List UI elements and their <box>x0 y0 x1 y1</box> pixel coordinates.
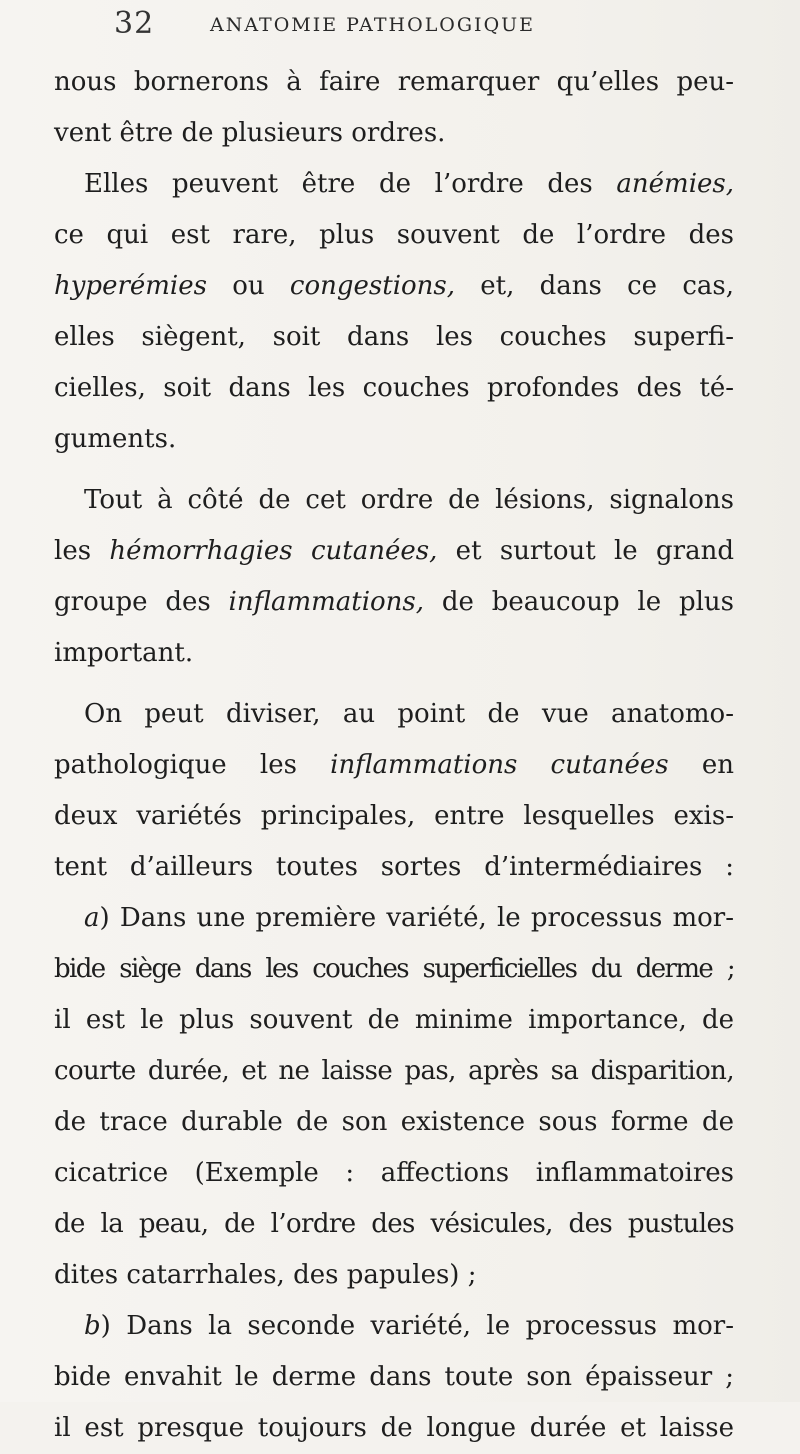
text-line: dites catarrhales, des papules) ; <box>54 1260 477 1290</box>
text-line: important. <box>54 638 194 668</box>
text-line: a) Dans une première variété, le processus mor- <box>84 903 734 933</box>
text-line: courte durée, et ne laisse pas, après sa disparition, <box>54 1056 734 1086</box>
text-line: nous bornerons à faire remarquer qu’elles peu- <box>54 67 734 97</box>
text-line: les hémorrhagies cutanées, et surtout le grand <box>54 536 734 566</box>
text-line: de la peau, de l’ordre des vésicules, des pustules <box>54 1209 734 1239</box>
text-line: Tout à côté de cet ordre de lésions, signalons <box>84 485 734 515</box>
text-line: elles siègent, soit dans les couches superfi- <box>54 322 734 352</box>
text-line: ce qui est rare, plus souvent de l’ordre des <box>54 220 734 250</box>
text-line: On peut diviser, au point de vue anatomo- <box>84 699 734 729</box>
text-line: groupe des inflammations, de beaucoup le plus <box>54 587 735 617</box>
text-line: cicatrice (Exemple : affections inflammatoires <box>54 1158 734 1188</box>
body-text <box>54 57 734 1454</box>
text-line: Elles peuvent être de l’ordre des anémies, <box>84 169 735 199</box>
text-line: vent être de plusieurs ordres. <box>54 118 446 148</box>
text-line: il est presque toujours de longue durée et laisse <box>54 1413 734 1443</box>
running-head: ANATOMIE PATHOLOGIQUE <box>210 14 536 36</box>
text-line: il est le plus souvent de minime importance, de <box>54 1005 734 1035</box>
text-line: cielles, soit dans les couches profondes des té- <box>54 373 734 403</box>
text-line: guments. <box>54 424 177 454</box>
text-line: deux variétés principales, entre lesquelles exis- <box>54 801 734 831</box>
page-number: 32 <box>114 6 155 41</box>
text-line: hyperémies ou congestions, et, dans ce cas, <box>54 271 734 301</box>
text-line: bide envahit le derme dans toute son épaisseur ; <box>54 1362 734 1392</box>
text-line: b) Dans la seconde variété, le processus mor- <box>84 1311 734 1341</box>
text-line: pathologique les inflammations cutanées en <box>54 750 734 780</box>
text-line: de trace durable de son existence sous forme de <box>54 1107 734 1137</box>
text-line: bide siège dans les couches superficielles du derme ; <box>54 954 734 984</box>
text-line: tent d’ailleurs toutes sortes d’intermédiaires : <box>54 852 734 882</box>
